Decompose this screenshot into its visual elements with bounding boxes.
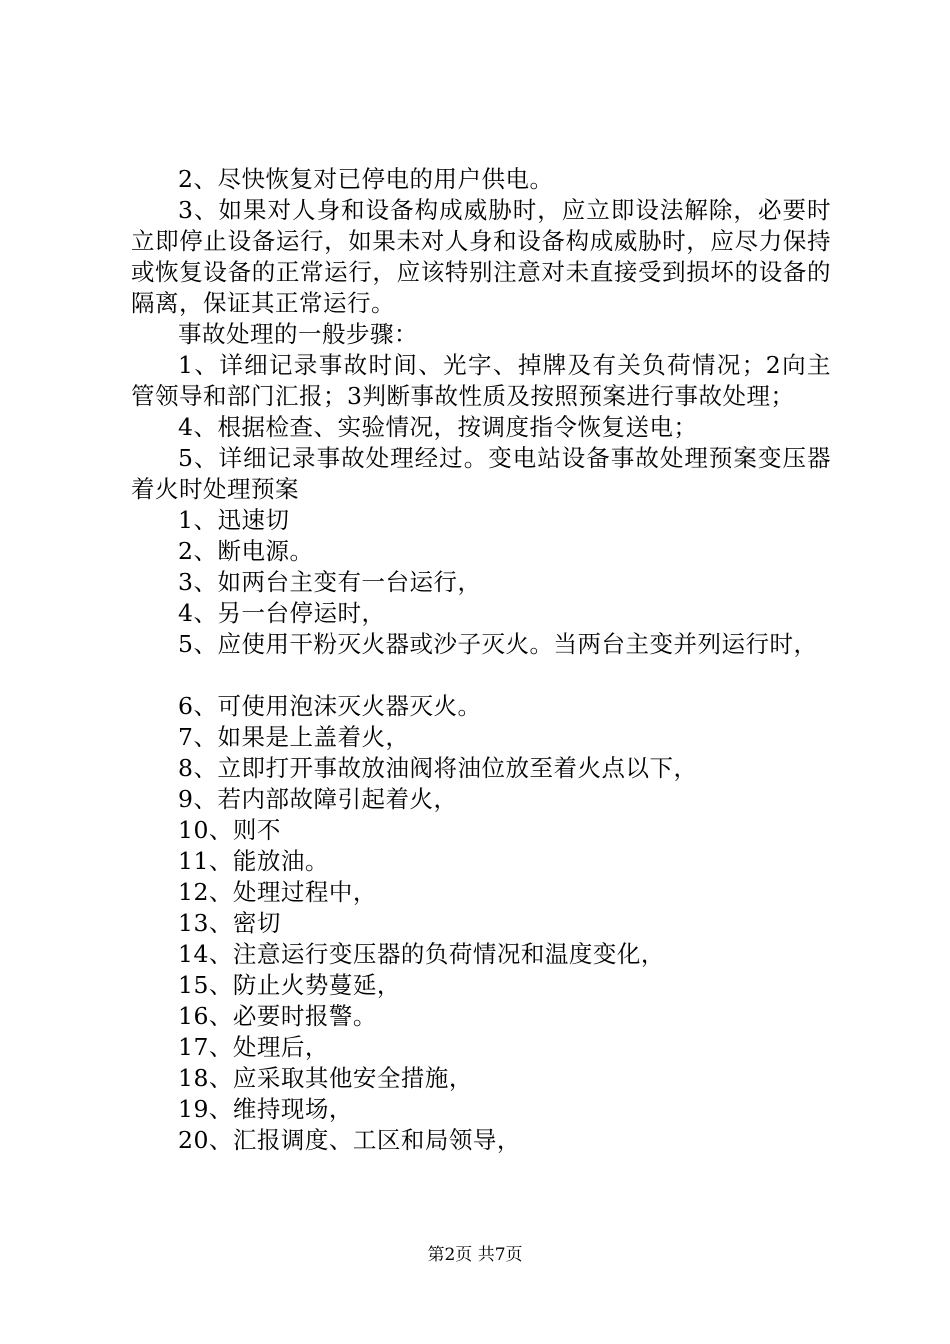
paragraph: 1、迅速切 [178,506,290,534]
paragraph: 12、处理过程中， [178,878,377,906]
paragraph: 18、应采取其他安全措施， [178,1064,473,1092]
paragraph: 8、立即打开事故放油阀将油位放至着火点以下， [178,754,698,782]
paragraph: 16、必要时报警。 [178,1002,377,1030]
paragraph: 7、如果是上盖着火， [178,723,410,751]
paragraph: 事故处理的一般步骤： [178,320,418,348]
paragraph: 1、详细记录事故时间、光字、掉牌及有关负荷情况；2向主管领导和部门汇报；3判断事故性质及按照预案进行事故处理； [131,351,831,410]
page-number-footer: 第2页 共7页 [427,1245,523,1265]
paragraph: 3、如两台主变有一台运行， [178,568,482,596]
paragraph: 19、维持现场， [178,1095,353,1123]
paragraph: 10、则不 [178,816,281,844]
paragraph: 13、密切 [178,909,281,937]
paragraph: 5、应使用干粉灭火器或沙子灭火。当两台主变并列运行时， [178,630,818,658]
paragraph: 11、能放油。 [178,847,329,875]
paragraph: 3、如果对人身和设备构成威胁时，应立即设法解除，必要时立即停止设备运行，如果未对人身和设备构成威胁时，应尽力保持或恢复设备的正常运行，应该特别注意对未直接受到损坏的设备的隔离，保证其正常运行。 [131,196,831,317]
paragraph: 14、注意运行变压器的负荷情况和温度变化， [178,940,665,968]
blank-line [131,660,831,691]
document-body [131,164,831,1156]
paragraph: 9、若内部故障引起着火， [178,785,458,813]
paragraph: 2、断电源。 [178,537,314,565]
paragraph: 4、根据检查、实验情况，按调度指令恢复送电； [178,413,698,441]
paragraph: 20、汇报调度、工区和局领导， [178,1126,521,1154]
paragraph: 17、处理后， [178,1033,329,1061]
paragraph: 2、尽快恢复对已停电的用户供电。 [178,165,554,193]
paragraph: 5、详细记录事故处理经过。变电站设备事故处理预案变压器着火时处理预案 [131,444,831,503]
paragraph: 15、防止火势蔓延， [178,971,401,999]
paragraph: 6、可使用泡沫灭火器灭火。 [178,692,482,720]
paragraph: 4、另一台停运时， [178,599,386,627]
